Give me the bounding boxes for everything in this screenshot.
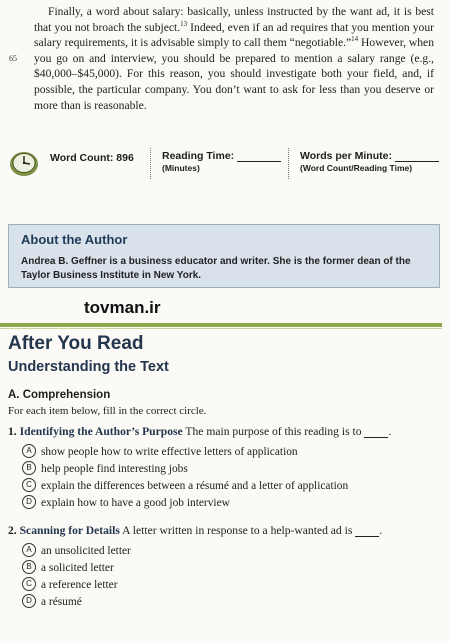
passage-paragraph: Finally, a word about salary: basically, unless instructed by the want ad, it is best that you not broach the subject.$^{13}$ Indeed, even if an ad requires that you mention your salary requirements, it is advisable simply to call them “negotiable.”$^{14}$ However, when you go on and interview, you should be prepared to mention a salary range (e.g., $40,000–$45,000). For this reason, you should investigate both your field, and, if possible, the particular company. You don’t want to ask for less than you deserve or more than is reasonable. — [34, 5, 434, 112]
part-heading: A. Comprehension — [8, 389, 111, 401]
question-1-options — [22, 444, 348, 512]
section-subtitle: Understanding the Text — [8, 359, 169, 375]
footnote-ref: 14 — [351, 35, 359, 44]
answer-blank — [355, 527, 379, 537]
reading-counter — [0, 145, 450, 185]
answer-circle[interactable]: A — [22, 444, 36, 458]
line-number: 65 — [9, 54, 17, 63]
answer-option[interactable]: C explain the differences between a résumé and a letter of application — [22, 478, 348, 495]
answer-option[interactable]: B a solicited letter — [22, 560, 131, 577]
question-2: 2. Scanning for Details A letter written in response to a help-wanted ad is . — [8, 524, 383, 537]
answer-circle[interactable]: B — [22, 461, 36, 475]
reading-time: Reading Time: (Minutes) — [162, 150, 281, 173]
about-author-box — [8, 224, 440, 288]
question-2-options — [22, 543, 131, 611]
answer-option[interactable]: C a reference letter — [22, 577, 131, 594]
answer-circle[interactable]: D — [22, 495, 36, 509]
divider — [150, 148, 151, 179]
footnote-ref: 13 — [180, 19, 188, 28]
question-stem: A letter written in response to a help-wanted ad is — [122, 524, 353, 537]
answer-option[interactable]: D a résumé — [22, 594, 131, 611]
about-author-text: Andrea B. Geffner is a business educator and writer. She is the former dean of the Taylor Business Institute in New York. — [21, 256, 411, 281]
section-rule-thin — [0, 328, 442, 329]
divider — [288, 148, 289, 179]
answer-circle[interactable]: B — [22, 560, 36, 574]
answer-option[interactable]: A show people how to write effective letters of application — [22, 444, 348, 461]
answer-circle[interactable]: C — [22, 577, 36, 591]
question-skill: Identifying the Author’s Purpose — [19, 425, 183, 438]
answer-option[interactable]: D explain how to have a good job interview — [22, 495, 348, 512]
wpm-formula: (Word Count/Reading Time) — [300, 163, 413, 173]
answer-circle[interactable]: C — [22, 478, 36, 492]
clock-icon — [8, 147, 40, 179]
question-skill: Scanning for Details — [19, 524, 120, 537]
question-1: 1. Identifying the Author’s Purpose The main purpose of this reading is to . — [8, 425, 392, 438]
watermark: tovman.ir — [84, 298, 161, 317]
reading-time-unit: (Minutes) — [162, 163, 200, 173]
answer-circle[interactable]: D — [22, 594, 36, 608]
question-stem: The main purpose of this reading is to — [185, 425, 362, 438]
answer-circle[interactable]: A — [22, 543, 36, 557]
section-title: After You Read — [8, 333, 144, 354]
reading-passage — [34, 4, 434, 113]
instructions: For each item below, fill in the correct circle. — [8, 405, 207, 417]
answer-blank — [364, 428, 388, 438]
answer-option[interactable]: B help people find interesting jobs — [22, 461, 348, 478]
wpm-blank[interactable] — [395, 152, 439, 162]
word-count: Word Count: 896 — [50, 152, 134, 164]
reading-time-blank[interactable] — [237, 152, 281, 162]
words-per-minute: Words per Minute: (Word Count/Reading Time) — [300, 150, 439, 173]
section-rule — [0, 323, 442, 327]
about-author-heading: About the Author — [21, 232, 128, 247]
answer-option[interactable]: A an unsolicited letter — [22, 543, 131, 560]
